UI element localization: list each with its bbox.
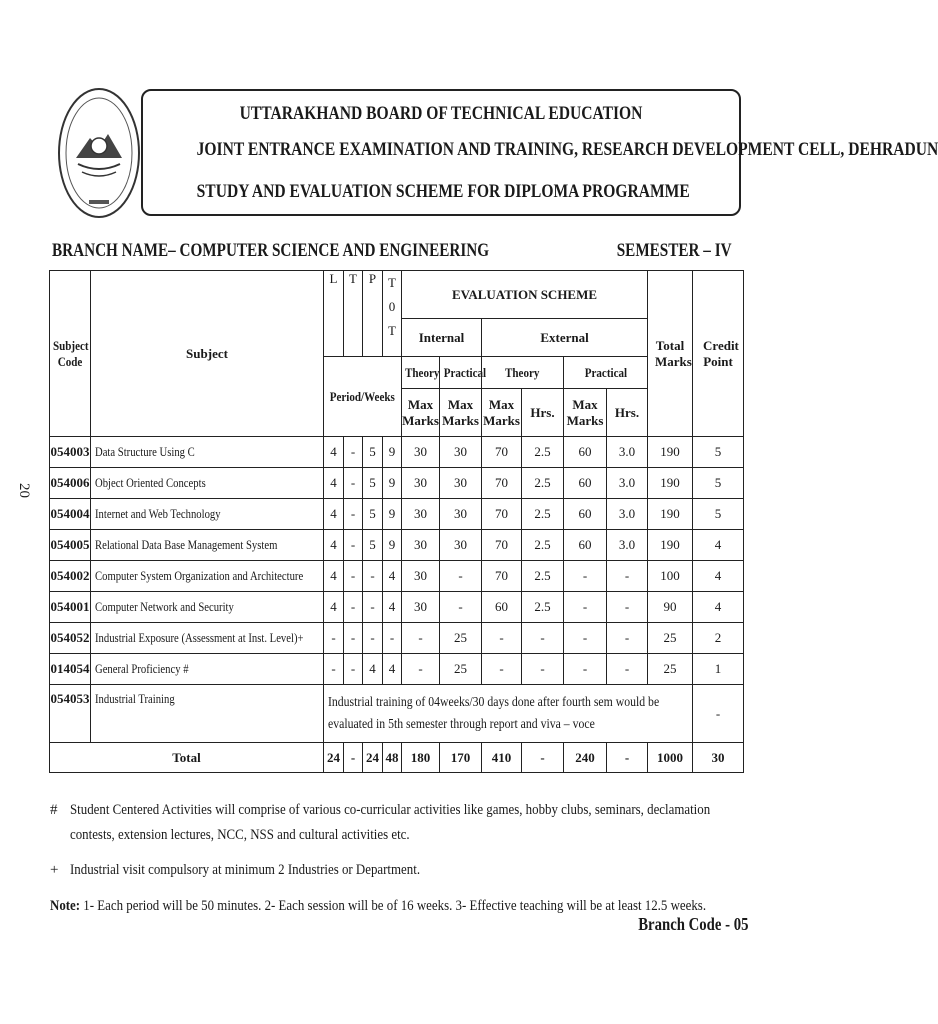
cell-total-marks: 190 — [648, 530, 693, 561]
max-marks-heading: Max Marks — [482, 389, 522, 437]
table-row — [50, 468, 744, 499]
cell-external-theory: - — [482, 623, 522, 654]
cell-P: 5 — [363, 468, 383, 499]
cell-L: 4 — [324, 561, 344, 592]
cell-external-practical: - — [564, 654, 607, 685]
footnotes — [50, 798, 750, 893]
cell-TOT: 48 — [383, 743, 402, 773]
cell-total-marks: 190 — [648, 468, 693, 499]
evaluation-scheme-table — [49, 270, 744, 773]
col-TOT: T 0 T — [383, 271, 402, 357]
cell-TOT: 9 — [383, 530, 402, 561]
col-P: P — [363, 271, 383, 357]
cell-TOT: 4 — [383, 592, 402, 623]
cell-external-theory: 70 — [482, 561, 522, 592]
cell-external-theory-hrs: 2.5 — [522, 561, 564, 592]
cell-T: - — [344, 499, 363, 530]
cell-external-practical: 240 — [564, 743, 607, 773]
max-marks-heading: Max Marks — [564, 389, 607, 437]
cell-internal-practical: - — [440, 561, 482, 592]
cell-internal-practical: 30 — [440, 530, 482, 561]
cell-credit: 30 — [693, 743, 744, 773]
cell-credit: 5 — [693, 499, 744, 530]
cell-code: 054006 — [50, 468, 91, 499]
cell-L: 4 — [324, 468, 344, 499]
cell-internal-theory: - — [402, 654, 440, 685]
max-marks-heading: Max Marks — [440, 389, 482, 437]
cell-external-theory: - — [482, 654, 522, 685]
external-practical-heading: Practical — [564, 357, 648, 389]
cell-L: - — [324, 623, 344, 654]
branch-code: Branch Code - 05 — [637, 914, 748, 934]
cell-subject: Industrial Training — [91, 685, 324, 743]
cell-external-theory-hrs: 2.5 — [522, 592, 564, 623]
cell-external-practical-hrs: - — [607, 592, 648, 623]
hrs-heading: Hrs. — [522, 389, 564, 437]
cell-total-marks: 1000 — [648, 743, 693, 773]
cell-credit: 2 — [693, 623, 744, 654]
training-note: Industrial training of 04weeks/30 days done after fourth sem would be evaluated in 5th semester through report and viva – voce — [324, 685, 693, 743]
cell-external-practical-hrs: 3.0 — [607, 437, 648, 468]
cell-P: - — [363, 561, 383, 592]
cell-external-practical-hrs: - — [607, 561, 648, 592]
cell-TOT: 4 — [383, 654, 402, 685]
cell-external-theory-hrs: 2.5 — [522, 530, 564, 561]
cell-T: - — [344, 623, 363, 654]
internal-theory-heading: Theory — [402, 357, 440, 389]
cell-total-marks: 25 — [648, 623, 693, 654]
cell-code: 054003 — [50, 437, 91, 468]
table-row-training — [50, 685, 744, 743]
cell-code: 054052 — [50, 623, 91, 654]
hrs-heading: Hrs. — [607, 389, 648, 437]
cell-T: - — [344, 743, 363, 773]
cell-credit: 5 — [693, 468, 744, 499]
cell-internal-theory: 30 — [402, 468, 440, 499]
cell-external-practical: 60 — [564, 499, 607, 530]
col-T: T — [344, 271, 363, 357]
cell-internal-practical: 170 — [440, 743, 482, 773]
cell-internal-theory: 30 — [402, 437, 440, 468]
cell-external-theory: 410 — [482, 743, 522, 773]
cell-internal-practical: 25 — [440, 654, 482, 685]
cell-TOT: 9 — [383, 468, 402, 499]
cell-L: 24 — [324, 743, 344, 773]
cell-internal-theory: - — [402, 623, 440, 654]
cell-title: JOINT ENTRANCE EXAMINATION AND TRAINING, RESEARCH DEVELOPMENT CELL, DEHRADUN — [196, 139, 938, 160]
table-row — [50, 437, 744, 468]
cell-P: 4 — [363, 654, 383, 685]
cell-internal-practical: 30 — [440, 499, 482, 530]
cell-code: 054002 — [50, 561, 91, 592]
external-theory-heading: Theory — [482, 357, 564, 389]
cell-L: 4 — [324, 530, 344, 561]
header-title-box — [141, 89, 938, 216]
cell-subject: Computer Network and Security — [91, 592, 324, 623]
cell-credit: 4 — [693, 530, 744, 561]
cell-P: 5 — [363, 437, 383, 468]
footnote-plus: + Industrial visit compulsory at minimum 2 Industries or Department. — [50, 862, 421, 878]
cell-code: 054001 — [50, 592, 91, 623]
cell-external-practical: - — [564, 561, 607, 592]
cell-internal-practical: 30 — [440, 437, 482, 468]
cell-external-practical-hrs: - — [607, 623, 648, 654]
table-row — [50, 499, 744, 530]
cell-external-practical-hrs: - — [607, 654, 648, 685]
cell-external-theory: 70 — [482, 499, 522, 530]
cell-credit: 1 — [693, 654, 744, 685]
table-row-total — [50, 743, 744, 773]
scheme-title: STUDY AND EVALUATION SCHEME FOR DIPLOMA PROGRAMME — [196, 181, 690, 202]
cell-P: - — [363, 623, 383, 654]
evaluation-scheme-heading: EVALUATION SCHEME — [402, 271, 648, 319]
cell-L: 4 — [324, 592, 344, 623]
cell-subject: General Proficiency # — [91, 654, 324, 685]
cell-subject: Relational Data Base Management System — [91, 530, 324, 561]
cell-T: - — [344, 592, 363, 623]
cell-external-practical: - — [564, 623, 607, 654]
table-row — [50, 654, 744, 685]
col-subject-code: Subject Code — [50, 271, 91, 437]
cell-internal-practical: - — [440, 592, 482, 623]
cell-internal-theory: 30 — [402, 499, 440, 530]
cell-external-practical-hrs: 3.0 — [607, 468, 648, 499]
cell-external-theory-hrs: - — [522, 743, 564, 773]
cell-P: 5 — [363, 499, 383, 530]
col-credit-point: Credit Point — [693, 271, 744, 437]
table-row — [50, 530, 744, 561]
cell-subject: Computer System Organization and Architecture — [91, 561, 324, 592]
internal-heading: Internal — [402, 319, 482, 357]
cell-TOT: 9 — [383, 499, 402, 530]
cell-internal-theory: 30 — [402, 530, 440, 561]
table-row — [50, 623, 744, 654]
table-row — [50, 592, 744, 623]
semester-label: SEMESTER – IV — [617, 240, 732, 261]
period-weeks-heading: Period/Weeks — [324, 357, 402, 437]
cell-external-practical: 60 — [564, 437, 607, 468]
cell-external-theory-hrs: 2.5 — [522, 437, 564, 468]
cell-total-marks: 100 — [648, 561, 693, 592]
note — [50, 898, 706, 915]
col-subject: Subject — [91, 271, 324, 437]
cell-external-theory-hrs: 2.5 — [522, 499, 564, 530]
cell-T: - — [344, 561, 363, 592]
cell-total-marks: 90 — [648, 592, 693, 623]
cell-code: 054053 — [50, 685, 91, 743]
cell-credit: 5 — [693, 437, 744, 468]
cell-T: - — [344, 468, 363, 499]
total-label: Total — [50, 743, 324, 773]
cell-external-practical-hrs: 3.0 — [607, 530, 648, 561]
cell-subject: Industrial Exposure (Assessment at Inst. Level)+ — [91, 623, 324, 654]
cell-internal-theory: 180 — [402, 743, 440, 773]
cell-internal-practical: 25 — [440, 623, 482, 654]
cell-subject: Internet and Web Technology — [91, 499, 324, 530]
branch-row — [52, 240, 732, 264]
max-marks-heading: Max Marks — [402, 389, 440, 437]
cell-external-practical: 60 — [564, 530, 607, 561]
cell-P: 5 — [363, 530, 383, 561]
cell-L: - — [324, 654, 344, 685]
cell-subject: Object Oriented Concepts — [91, 468, 324, 499]
cell-TOT: 4 — [383, 561, 402, 592]
external-heading: External — [482, 319, 648, 357]
cell-total-marks: 25 — [648, 654, 693, 685]
cell-internal-practical: 30 — [440, 468, 482, 499]
cell-external-theory: 70 — [482, 530, 522, 561]
cell-subject: Data Structure Using C — [91, 437, 324, 468]
cell-total-marks: 190 — [648, 499, 693, 530]
cell-code: 054004 — [50, 499, 91, 530]
cell-external-theory-hrs: - — [522, 623, 564, 654]
cell-code: 014054 — [50, 654, 91, 685]
cell-P: 24 — [363, 743, 383, 773]
cell-T: - — [344, 530, 363, 561]
cell-L: 4 — [324, 437, 344, 468]
cell-external-practical-hrs: - — [607, 743, 648, 773]
note-label: Note: — [50, 898, 81, 914]
col-total-marks: Total Marks — [648, 271, 693, 437]
board-seal-logo — [56, 86, 142, 220]
cell-TOT: - — [383, 623, 402, 654]
cell-T: - — [344, 654, 363, 685]
cell-code: 054005 — [50, 530, 91, 561]
cell-credit: - — [693, 685, 744, 743]
board-title: UTTARAKHAND BOARD OF TECHNICAL EDUCATION — [239, 103, 643, 124]
cell-external-theory: 70 — [482, 468, 522, 499]
cell-internal-theory: 30 — [402, 592, 440, 623]
branch-name: BRANCH NAME– COMPUTER SCIENCE AND ENGINEERING — [52, 240, 490, 261]
page-number: 20 — [16, 483, 32, 498]
table-row — [50, 561, 744, 592]
cell-external-practical: - — [564, 592, 607, 623]
cell-external-theory-hrs: - — [522, 654, 564, 685]
cell-credit: 4 — [693, 592, 744, 623]
cell-external-theory: 60 — [482, 592, 522, 623]
cell-external-practical-hrs: 3.0 — [607, 499, 648, 530]
col-L: L — [324, 271, 344, 357]
cell-external-theory: 70 — [482, 437, 522, 468]
note-text: 1- Each period will be 50 minutes. 2- Each session will be of 16 weeks. 3- Effective teaching will be at least 12.5 weeks. — [80, 898, 707, 914]
cell-P: - — [363, 592, 383, 623]
footnote-hash: # Student Centered Activities will comprise of various co-curricular activities like games, hobby clubs, seminars, declamation contests, extension lectures, NCC, NSS and cultural activities etc. — [50, 802, 711, 843]
cell-external-theory-hrs: 2.5 — [522, 468, 564, 499]
cell-L: 4 — [324, 499, 344, 530]
cell-internal-theory: 30 — [402, 561, 440, 592]
cell-TOT: 9 — [383, 437, 402, 468]
cell-credit: 4 — [693, 561, 744, 592]
cell-T: - — [344, 437, 363, 468]
internal-practical-heading: Practical — [440, 357, 482, 389]
cell-total-marks: 190 — [648, 437, 693, 468]
cell-external-practical: 60 — [564, 468, 607, 499]
